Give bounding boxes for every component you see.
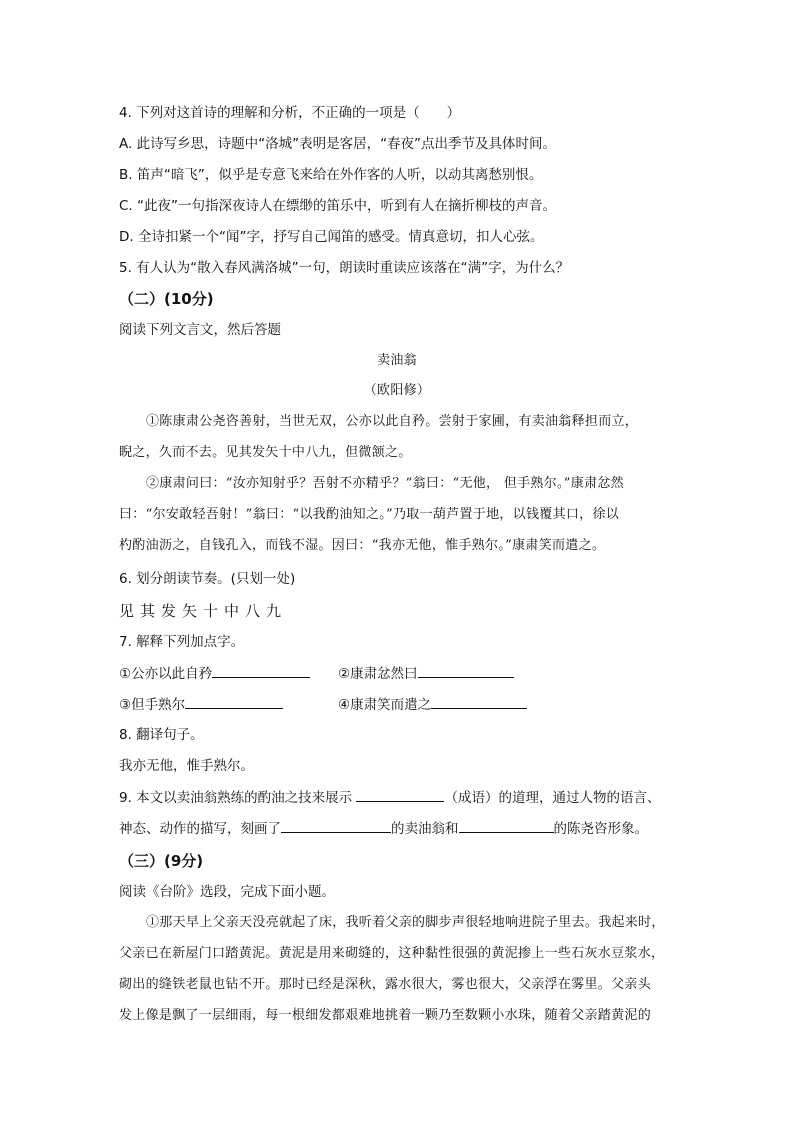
passage-p2-line2: 曰：“尔安敢轻吾射！”翁曰：“以我酌油知之。”乃取一葫芦置于地，以钱覆其口，徐以 (119, 507, 620, 522)
section-2-intro: 阅读下列文言文，然后答题 (119, 322, 281, 338)
q9-part5: 的陈尧咨形象。 (553, 821, 648, 837)
passage-author: （欧阳修） (363, 383, 431, 398)
q9-blank-1[interactable] (356, 787, 444, 802)
q4-option-b: B. 笛声“暗飞”，似乎是专意飞来给在外作客的人听，以动其离愁别恨。 (119, 167, 543, 183)
q7-item-1-text: ①公亦以此自矜 (119, 666, 213, 682)
passage-3-line2: 父亲已在新屋门口踏黄泥。黄泥是用来砌缝的，这种黏性很强的黄泥掺上一些石灰水豆浆水， (119, 946, 665, 961)
section-2-heading: （二）(10分) (119, 290, 214, 308)
section-3-heading: （三）(9分) (119, 852, 204, 870)
q7-item-3-text: ③但手熟尔 (119, 697, 186, 713)
q9-blank-3[interactable] (459, 818, 554, 833)
passage-3-line4: 发上像是飘了一层细雨，每一根细发都艰难地挑着一颗乃至数颗小水珠，随着父亲踏黄泥的 (119, 1008, 652, 1023)
q8-stem: 8. 翻译句子。 (119, 727, 204, 743)
q7-item-4-blank[interactable] (431, 694, 527, 709)
passage-p2-line3: 杓酌油沥之，自钱孔入，而钱不湿。因曰：“我亦无他，惟手熟尔。”康肃笑而遣之。 (119, 538, 606, 553)
passage-3-line3: 砌出的缝铁老鼠也钻不开。那时已经是深秋，露水很大，雾也很大，父亲浮在雾里。父亲头 (119, 977, 652, 992)
q6-stem: 6. 划分朗读节奏。(只划一处) (119, 571, 296, 587)
q9-part3: 神态、动作的描写，刻画了 (119, 821, 281, 837)
q7-item-4 (338, 694, 527, 715)
q9-part1: 9. 本文以卖油翁熟练的酌油之技来展示 (119, 790, 357, 806)
q9-line1 (119, 787, 660, 808)
q9-part4: 的卖油翁和 (391, 821, 459, 837)
passage-title: 卖油翁 (377, 353, 417, 368)
q5-stem: 5. 有人认为“散入春风满洛城”一句，朗读时重读应该落在“满”字，为什么？ (119, 260, 570, 276)
q7-item-2-text: ②康肃忿然曰 (338, 666, 418, 682)
q7-item-2 (338, 663, 514, 684)
passage-p2-line1: ②康肃问曰：“汝亦知射乎？吾射不亦精乎？”翁曰：“无他， 但手熟尔。”康肃忿然 (146, 476, 624, 491)
q9-line2 (119, 818, 648, 839)
section-3-intro: 阅读《台阶》选段，完成下面小题。 (119, 884, 335, 900)
passage-3-line1: ①那天早上父亲天没亮就起了床，我听着父亲的脚步声很轻地响进院子里去。我起来时， (146, 915, 665, 930)
q4-stem: 4. 下列对这首诗的理解和分析，不正确的一项是（ ） (119, 105, 461, 121)
q7-item-3 (119, 694, 283, 715)
q7-item-3-blank[interactable] (185, 694, 283, 709)
q4-option-c: C. “此夜”一句指深夜诗人在缥缈的笛乐中，听到有人在摘折柳枝的声音。 (119, 198, 556, 214)
q7-item-1 (119, 663, 310, 684)
q7-item-4-text: ④康肃笑而遣之 (338, 697, 432, 713)
q8-sentence: 我亦无他，惟手熟尔。 (119, 758, 254, 774)
q9-blank-2[interactable] (281, 818, 391, 833)
q7-item-1-blank[interactable] (212, 663, 310, 678)
q7-item-2-blank[interactable] (418, 663, 514, 678)
passage-p1-line2: 睨之，久而不去。见其发矢十中八九，但微颔之。 (119, 445, 412, 460)
q7-stem: 7. 解释下列加点字。 (119, 634, 245, 650)
q9-part2: （成语）的道理，通过人物的语言、 (444, 790, 661, 806)
q4-option-a: A. 此诗写乡思，诗题中“洛城”表明是客居，“春夜”点出季节及具体时间。 (119, 136, 557, 152)
q6-sentence: 见其发矢十中八九 (119, 602, 288, 620)
passage-p1-line1: ①陈康肃公尧咨善射，当世无双，公亦以此自矜。尝射于家圃，有卖油翁释担而立， (146, 414, 639, 429)
q4-option-d: D. 全诗扣紧一个“闻”字，抒写自己闻笛的感受。情真意切，扣人心弦。 (119, 229, 544, 245)
